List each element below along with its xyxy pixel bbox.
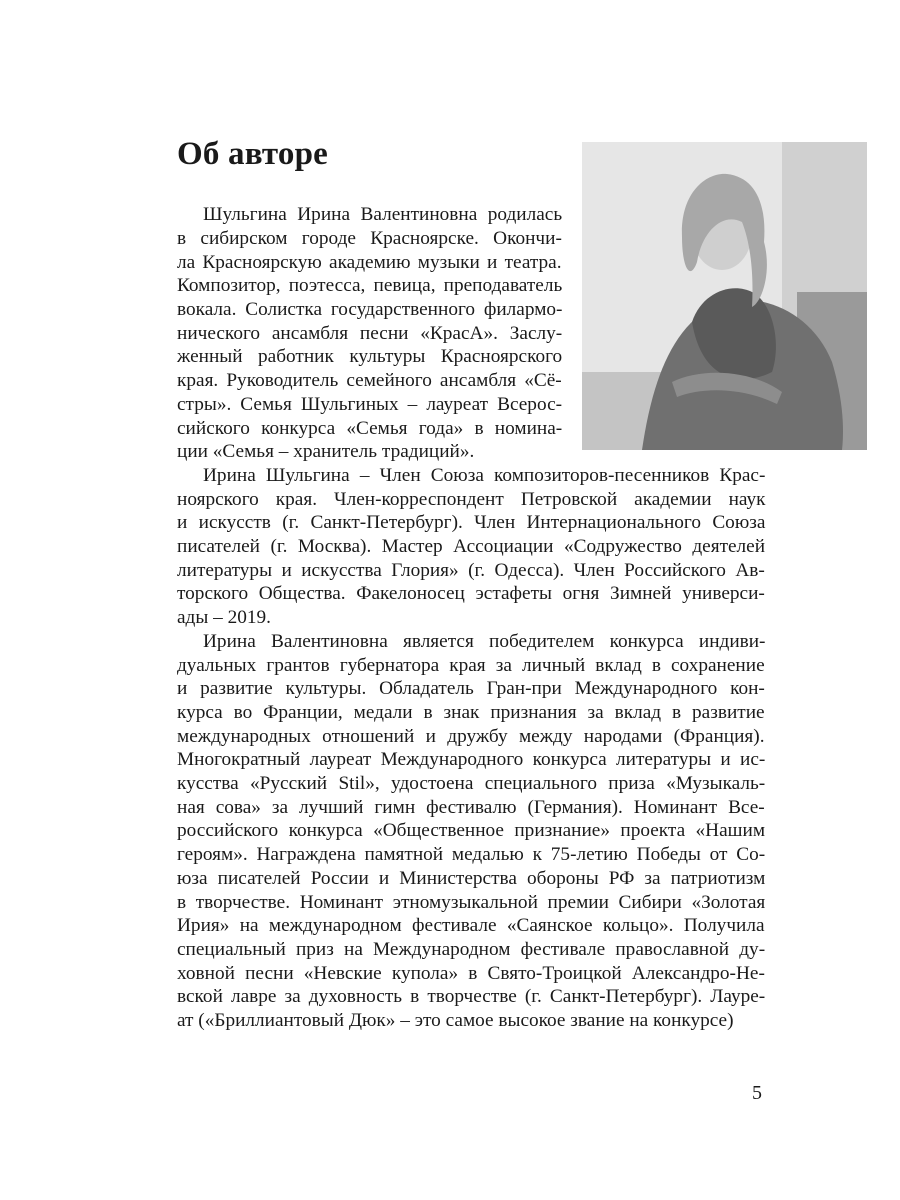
paragraph-line: литературы и искусства Глория» (г. Одесса). Член Российского Ав- — [177, 560, 765, 581]
paragraph-line: в творчестве. Номинант этномузыкальной премии Сибири «Золотая — [177, 892, 766, 913]
paragraph-line: ат («Бриллиантовый Дюк» – это самое высокое звание на конкурсе) — [177, 1010, 734, 1031]
paragraph-line: в сибирском городе Красноярске. Окончи- — [177, 228, 562, 249]
paragraph-line: кусства «Русский Stil», удостоена специального приза «Музыкаль- — [177, 773, 766, 794]
page-title: Об авторе — [177, 136, 328, 172]
paragraph-line: края. Руководитель семейного ансамбля «Сё- — [177, 370, 562, 391]
paragraph-line: ла Красноярскую академию музыки и театра. — [177, 252, 562, 273]
paragraph-line: международных отношений и дружбу между народами (Франция). — [177, 726, 765, 747]
paragraph-line: ции «Семья – хранитель традиций». — [177, 441, 475, 462]
paragraph-line: ноярского края. Член-корреспондент Петровской академии наук — [177, 489, 766, 510]
paragraph-line: ады – 2019. — [177, 607, 271, 628]
paragraph-line: юза писателей России и Министерства обороны РФ за патриотизм — [177, 868, 766, 889]
paragraph-line: торского Общества. Факелоносец эстафеты огня Зимней универси- — [177, 583, 765, 604]
paragraph-line: Композитор, поэтесса, певица, преподаватель — [177, 275, 563, 296]
author-photo — [582, 142, 867, 450]
paragraph-line: писателей (г. Москва). Мастер Ассоциации «Содружество деятелей — [177, 536, 766, 557]
paragraph-line: нического ансамбля песни «КрасА». Заслу- — [177, 323, 563, 344]
paragraph-line: женный работник культуры Красноярского — [177, 346, 563, 367]
paragraph-line: Ирия» на международном фестивале «Саянское кольцо». Получила — [177, 915, 765, 936]
paragraph-line: сийского конкурса «Семья года» в номина- — [177, 418, 563, 439]
paragraph-line: Шульгина Ирина Валентиновна родилась — [203, 204, 563, 225]
paragraph-line: Ирина Валентиновна является победителем конкурса индиви- — [203, 631, 766, 652]
page-number: 5 — [752, 1082, 762, 1104]
paragraph-line: специальный приз на Международном фестивале православной ду- — [177, 939, 766, 960]
paragraph-line: Многократный лауреат Международного конкурса литературы и ис- — [177, 749, 766, 770]
paragraph-line: стры». Семья Шульгиных – лауреат Всерос- — [177, 394, 563, 415]
paragraph-line: и развитие культуры. Обладатель Гран-при Международного кон- — [177, 678, 765, 699]
paragraph-line: героям». Награждена памятной медалью к 75-летию Победы от Со- — [177, 844, 766, 865]
paragraph-line: российского конкурса «Общественное признание» проекта «Нашим — [177, 820, 766, 841]
paragraph-line: ная сова» за лучший гимн фестивалю (Германия). Номинант Все- — [177, 797, 765, 818]
paragraph-line: дуальных грантов губернатора края за личный вклад в сохранение — [177, 655, 765, 676]
paragraph-line: вокала. Солистка государственного филармо- — [177, 299, 563, 320]
paragraph-line: курса во Франции, медали в знак признания за вклад в развитие — [177, 702, 765, 723]
paragraph-line: ховной песни «Невские купола» в Свято-Троицкой Александро-Не- — [177, 963, 765, 984]
paragraph-line: и искусств (г. Санкт-Петербург). Член Интернационального Союза — [177, 512, 766, 533]
paragraph-line: Ирина Шульгина – Член Союза композиторов-песенников Крас- — [203, 465, 766, 486]
paragraph-line: вской лавре за духовность в творчестве (г. Санкт-Петербург). Лауре- — [177, 986, 766, 1007]
